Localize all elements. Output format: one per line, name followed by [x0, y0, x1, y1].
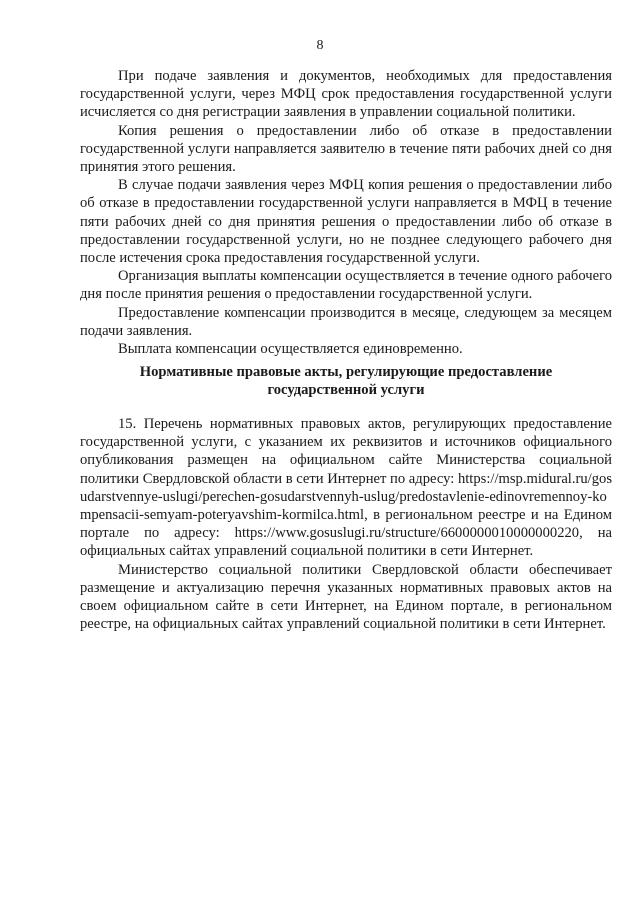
item15-text-middle: , в региональном реестре и на Едином портале по адресу:	[80, 507, 612, 542]
paragraph-ministry-updates: Министерство социальной политики Свердловской области обеспечивает размещение и актуализацию перечня указанных нормативных правовых актов на своем официальном сайте в сети Интернет, на Едином портале, в региональном реестре, на официальных сайтах управлений социальной политики в сети Интернет.	[80, 561, 612, 633]
heading-line-1: Нормативные правовые акты, регулирующие предоставление	[139, 364, 553, 380]
item15-text-end: , на официальных сайтах управлений социальной политики в сети Интернет.	[80, 525, 613, 560]
payment-terms-section	[80, 67, 612, 358]
paragraph-mfc-term: При подаче заявления и документов, необходимых для предоставления государственной услуги, через МФЦ срок предоставления государственной услуги исчисляется со дня регистрации заявления в управлении социальной политики.	[80, 68, 612, 121]
section-heading-legal-acts	[80, 363, 612, 400]
paragraph-payment-month: Предоставление компенсации производится в месяце, следующем за месяцем подачи заявления.	[80, 304, 612, 339]
page-number: 8	[316, 38, 324, 53]
paragraph-one-time-payment: Выплата компенсации осуществляется единовременно.	[118, 341, 463, 358]
gosuslugi-url-link[interactable]: https://www.gosuslugi.ru/structure/6600000010000000220	[234, 525, 580, 542]
paragraph-payment-organization: Организация выплаты компенсации осуществляется в течение одного рабочего дня после принятия решения о предоставлении государственной услуги.	[80, 268, 612, 303]
legal-acts-section	[80, 415, 612, 633]
paragraph-item-15	[80, 415, 612, 561]
paragraph-decision-copy: Копия решения о предоставлении либо об отказе в предоставлении государственной услуги направляется заявителю в течение пяти рабочих дней со дня принятия этого решения.	[80, 122, 612, 176]
paragraph-mfc-decision-copy: В случае подачи заявления через МФЦ копия решения о предоставлении либо об отказе в предоставлении государственной услуги направляется в МФЦ в течение пяти рабочих дней со дня принятия решения о предоставлении либо об отказе в предоставлении государственной услуги, но не позднее следующего рабочего дня после истечения срока предоставления государственной услуги.	[80, 177, 612, 267]
msp-url-link[interactable]: https://msp.midural.ru/gosudarstvennye-uslugi/perechen-gosudarstvennyh-uslug/predostavlenie-edinovremennoy-kompensacii-semyam-poteryavshim-kormilca.html	[80, 470, 612, 524]
heading-line-2: государственной услуги	[267, 382, 425, 399]
item15-text-start: 15. Перечень нормативных правовых актов, регулирующих предоставление государственной услуги, с указанием их реквизитов и источников официального опубликования размещен на официальном сайте Министерства социальной политики Свердловской области в сети Интернет по адресу:	[80, 416, 612, 487]
